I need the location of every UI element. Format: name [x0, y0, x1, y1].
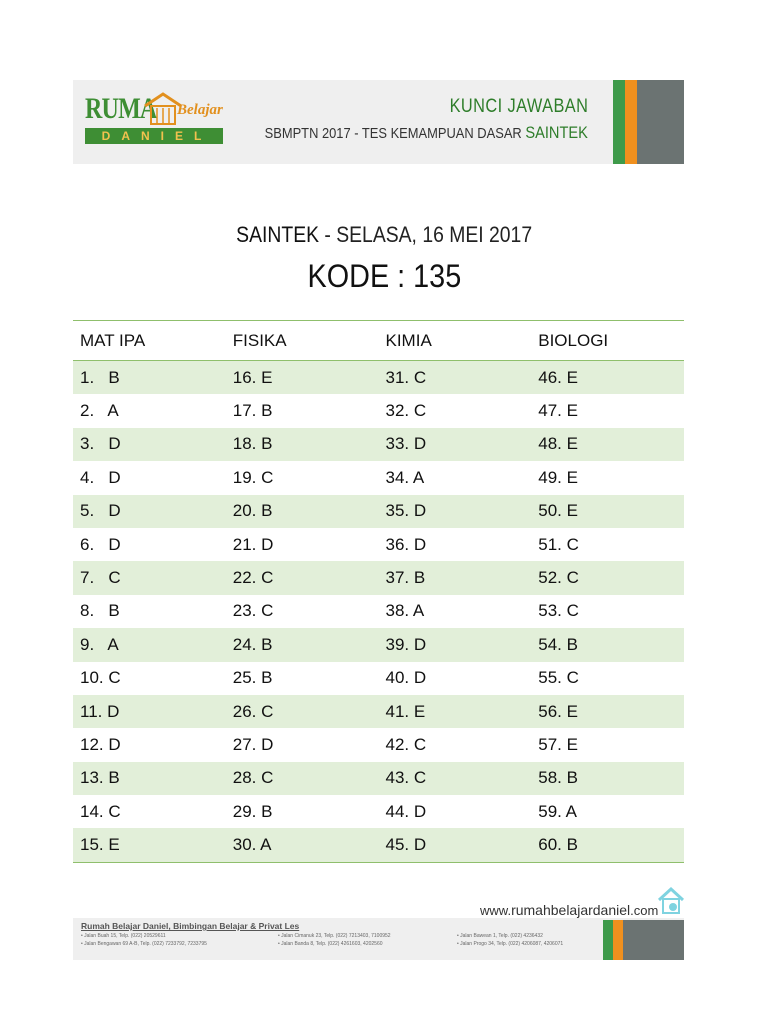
header-kimia: KIMIA	[385, 330, 432, 350]
table-header	[73, 320, 684, 361]
header-banner	[73, 80, 684, 164]
answer-cell: 44. D	[385, 801, 427, 821]
header-subtitle-emph: SAINTEK	[525, 123, 588, 142]
table-row	[73, 662, 684, 695]
header-biologi: BIOLOGI	[538, 330, 609, 350]
orange-stripe	[625, 80, 637, 164]
answer-cell: 7. C	[80, 568, 121, 588]
answer-cell: 6. D	[80, 534, 121, 554]
answer-cell: 39. D	[385, 634, 427, 654]
answer-cell: 20. B	[232, 501, 273, 521]
table-row	[73, 728, 684, 761]
exam-info	[0, 222, 768, 248]
table-row	[73, 628, 684, 661]
answer-cell: 51. C	[538, 534, 579, 554]
answer-cell: 16. E	[232, 367, 273, 387]
exam-subject: SAINTEK	[236, 222, 319, 247]
answer-cell: 48. E	[538, 434, 578, 454]
website-url[interactable]	[480, 902, 658, 918]
exam-code-text: KODE : 135	[307, 258, 461, 294]
header-fisika: FISIKA	[232, 330, 287, 350]
answer-cell: 15. E	[80, 835, 120, 855]
table-body	[73, 361, 684, 863]
exam-date: - SELASA, 16 MEI 2017	[318, 222, 532, 247]
answer-cell: 40. D	[385, 668, 427, 688]
answer-key-table	[73, 320, 684, 863]
answer-cell: 23. C	[232, 601, 274, 621]
logo	[85, 94, 235, 152]
table-row	[73, 795, 684, 828]
answer-cell: 60. B	[538, 835, 578, 855]
answer-cell: 11. D	[80, 701, 120, 721]
answer-cell: 28. C	[232, 768, 274, 788]
logo-bottom-word: DANIEL	[85, 128, 223, 144]
header-subtitle-prefix: SBMPTN 2017 - TES KEMAMPUAN DASAR	[264, 125, 522, 142]
answer-cell: 33. D	[385, 434, 427, 454]
answer-cell: 25. B	[232, 668, 273, 688]
answer-cell: 24. B	[232, 634, 273, 654]
footer-address: • Jalan Progo 34, Telp. (022) 4206087, 4206071	[457, 941, 564, 947]
answer-cell: 22. C	[232, 568, 274, 588]
answer-cell: 43. C	[385, 768, 427, 788]
answer-cell: 59. A	[538, 801, 578, 821]
answer-cell: 36. D	[385, 534, 427, 554]
answer-cell: 3. D	[80, 434, 121, 454]
website-suffix: .com	[630, 903, 659, 918]
answer-cell: 34. A	[385, 467, 425, 487]
footer-address: • Jalan Cimanuk 23, Telp. (022) 7213403, 7100952	[278, 933, 391, 939]
footer	[73, 918, 684, 960]
table-row	[73, 394, 684, 427]
footer-address: • Jalan Buah 15, Telp. (022) 20529611	[81, 933, 166, 939]
answer-cell: 5. D	[80, 501, 121, 521]
answer-cell: 53. C	[538, 601, 579, 621]
answer-cell: 50. E	[538, 501, 578, 521]
answer-cell: 26. C	[232, 701, 274, 721]
answer-cell: 13. B	[80, 768, 120, 788]
answer-cell: 47. E	[538, 401, 578, 421]
website-prefix: www.	[480, 903, 512, 918]
answer-cell: 37. B	[385, 568, 426, 588]
exam-code	[0, 258, 768, 295]
answer-cell: 19. C	[232, 467, 274, 487]
table-row	[73, 528, 684, 561]
answer-cell: 32. C	[385, 401, 427, 421]
answer-cell: 18. B	[232, 434, 273, 454]
website-brand: rumahbelajardaniel	[511, 902, 631, 918]
header-mat-ipa: MAT IPA	[80, 330, 146, 350]
answer-cell: 30. A	[232, 835, 272, 855]
header-subtitle	[265, 123, 588, 143]
table-row	[73, 762, 684, 795]
answer-cell: 17. B	[232, 401, 273, 421]
answer-cell: 29. B	[232, 801, 273, 821]
footer-stripes	[603, 920, 684, 960]
gray-stripe	[623, 920, 684, 960]
answer-cell: 4. D	[80, 467, 121, 487]
footer-title: Rumah Belajar Daniel, Bimbingan Belajar & Privat Les	[81, 921, 300, 931]
answer-cell: 57. E	[538, 734, 578, 754]
answer-cell: 9. A	[80, 634, 119, 654]
gray-stripe	[637, 80, 684, 164]
green-stripe	[613, 80, 625, 164]
answer-cell: 2. A	[80, 401, 119, 421]
answer-cell: 54. B	[538, 634, 578, 654]
answer-cell: 58. B	[538, 768, 578, 788]
house-icon	[656, 886, 686, 916]
answer-cell: 42. C	[385, 734, 427, 754]
answer-cell: 27. D	[232, 734, 274, 754]
answer-cell: 10. C	[80, 668, 121, 688]
table-row	[73, 495, 684, 528]
header-title: KUNCI JAWABAN	[449, 96, 588, 117]
table-row	[73, 461, 684, 494]
answer-cell: 31. C	[385, 367, 427, 387]
footer-address: • Jalan Bengawan 69 A-B, Telp. (022) 7233792, 7233795	[81, 941, 207, 947]
answer-cell: 45. D	[385, 835, 427, 855]
logo-top-word: RUMA	[85, 92, 157, 125]
answer-cell: 35. D	[385, 501, 427, 521]
logo-accent-word: Belajar	[177, 102, 223, 118]
answer-cell: 41. E	[385, 701, 426, 721]
table-row	[73, 828, 684, 862]
answer-cell: 12. D	[80, 734, 121, 754]
footer-address: • Jalan Banda 8, Telp. (022) 4261603, 4202560	[278, 941, 383, 947]
answer-cell: 14. C	[80, 801, 121, 821]
answer-cell: 52. C	[538, 568, 579, 588]
table-row	[73, 595, 684, 628]
answer-cell: 38. A	[385, 601, 425, 621]
header-stripes	[613, 80, 684, 164]
footer-address: • Jalan Bawean 1, Telp. (022) 4236432	[457, 933, 543, 939]
table-row	[73, 695, 684, 728]
answer-cell: 21. D	[232, 534, 274, 554]
answer-cell: 49. E	[538, 467, 578, 487]
table-row	[73, 361, 684, 394]
answer-cell: 55. C	[538, 668, 579, 688]
answer-cell: 1. B	[80, 367, 120, 387]
orange-stripe	[613, 920, 623, 960]
table-row	[73, 561, 684, 594]
answer-cell: 8. B	[80, 601, 120, 621]
answer-cell: 46. E	[538, 367, 578, 387]
green-stripe	[603, 920, 613, 960]
answer-cell: 56. E	[538, 701, 578, 721]
table-row	[73, 428, 684, 461]
